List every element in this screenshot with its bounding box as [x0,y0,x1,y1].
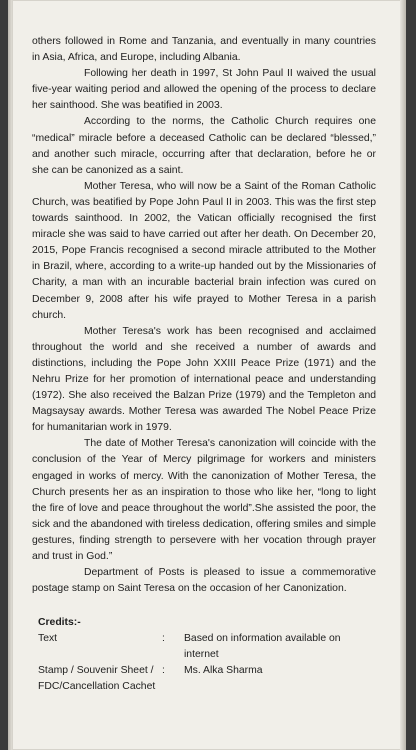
credit-label: Stamp / Souvenir Sheet / FDC/Cancellation Cachet [38,665,156,693]
credit-row-design [38,663,378,693]
right-fold-edge [400,0,406,750]
credit-label: Text [38,633,58,645]
credits-section [38,615,378,693]
credit-value: Based on information available on internet [184,633,341,661]
paragraph-canonization: The date of Mother Teresa's canonization will coincide with the conclusion of the Year of Mercy pilgrimage for workers and ministers engaged in works of mercy. With the canonization of Mother Teresa, the Church presents her as an inspiration to those who like her, “long to light the fire of love and peace throughout the world”.She assisted the poor, the sick and the abandoned with tireless dedication, offering smiles and simple gestures, finding strength to persevere with her vocation through prayer and trust in God.” [32,438,376,562]
paragraph-miracles: Mother Teresa, who will now be a Saint of the Roman Catholic Church, was beatified by Pope John Paul II in 2003. This was the first step towards sainthood. In 2002, the Vatican officially recognised the first miracle she was said to have carried out after her death. On December 20, 2015, Pope Francis recognised a second miracle attributed to the Mother in Brazil, where, according to a write-up handed out by the Missionaries of Charity, a man with an incurable bacterial brain infection was cured on December 9, 2008 after his wife prayed to Mother Teresa in a parish church. [32,180,376,321]
credit-value: Ms. Alka Sharma [184,665,263,677]
body-text [32,34,376,597]
paragraph-stamp-issue: Department of Posts is pleased to issue a commemorative postage stamp on Saint Teresa on the occasion of her Canonization. [32,567,376,595]
credits-heading: Credits:- [38,617,81,628]
credit-row-text [38,631,378,663]
paragraph-beatification: Following her death in 1997, St John Paul II waived the usual five-year waiting period and allowed the opening of the process to declare her sainthood. She was beatified in 2003. [32,68,376,112]
credit-colon: : [162,665,165,677]
paragraph-norms: According to the norms, the Catholic Church requires one “medical” miracle before a deceased Catholic can be declared “blessed,” and another such miracle, occurring after that declaration, before he or she can be canonized as a saint. [32,116,376,176]
credit-colon: : [162,633,165,645]
paragraph-awards: Mother Teresa's work has been recognised and acclaimed throughout the world and she received a number of awards and distinctions, including the Pope John XXIII Peace Prize (1971) and the Nehru Prize for her promotion of international peace and understanding (1972). She also received the Balzan Prize (1979) and the Templeton and Magsaysay awards. Mother Teresa was awarded The Nobel Peace Prize for humanitarian work in 1979. [32,325,376,434]
paragraph-continuation: others followed in Rome and Tanzania, and eventually in many countries in Asia, Africa, and Europe, including Albania. [32,36,376,64]
